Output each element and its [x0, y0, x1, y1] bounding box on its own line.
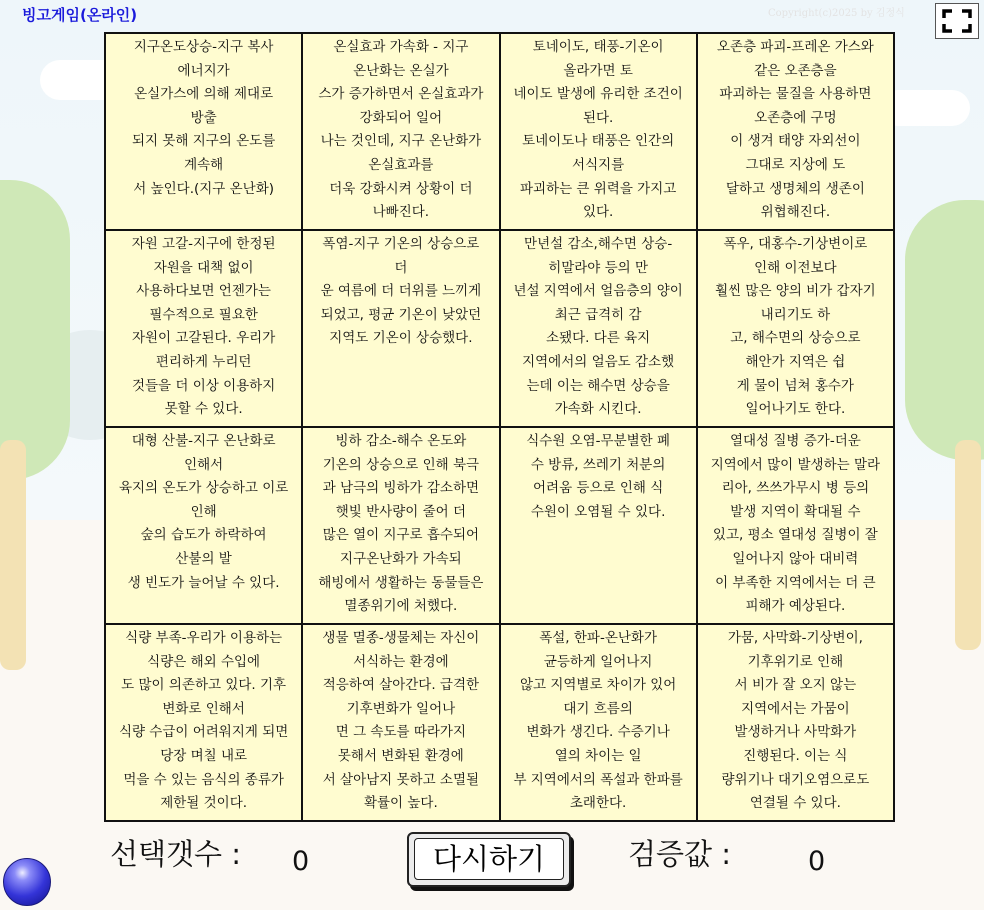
bingo-cell-text: 방출: [190, 109, 217, 126]
bingo-cell[interactable]: [501, 34, 696, 229]
bingo-cell-text: 기후위기로 인해: [747, 653, 844, 670]
bingo-cell-text: 폭우, 대홍수-기상변이로: [723, 236, 868, 252]
bingo-cell-text: 만년설 감소,해수면 상승-: [524, 236, 673, 252]
bingo-cell-text: 편리하게 누리던: [155, 353, 252, 370]
bingo-cell-text: 열의 차이는 일: [554, 747, 642, 764]
bingo-cell-text: 적응하여 살아간다. 급격한: [322, 677, 480, 694]
bingo-cell-text: 최근 급격히 감: [554, 306, 642, 323]
bingo-cell-text: 폭설, 한파-온난화가: [539, 630, 658, 646]
bingo-cell-text: 면 그 속도를 따라가지: [335, 724, 466, 741]
bingo-cell-text: 는데 이는 해수면 상승을: [526, 377, 670, 394]
bingo-cell-text: 진행된다. 이는 식: [743, 747, 848, 764]
bingo-cell-text: 일어나지 않아 대비력: [732, 550, 859, 567]
bingo-cell[interactable]: [106, 231, 301, 426]
bingo-cell-text: 열대성 질병 증가-더운: [729, 433, 861, 449]
bingo-cell-text: 못해서 변화된 환경에: [337, 747, 464, 764]
bingo-cell-text: 오존층 파괴-프레온 가스와: [716, 39, 874, 55]
bingo-cell-text: 나는 것인데, 지구 온난화가: [320, 133, 482, 150]
bingo-cell-text: 빙하 감소-해수 온도와: [335, 433, 467, 449]
bingo-cell[interactable]: [501, 428, 696, 623]
bingo-cell-text: 않고 지역별로 차이가 있어: [519, 677, 677, 694]
bingo-cell-text: 식량 수급이 어려워지게 되면: [118, 724, 289, 741]
tree-left: [0, 180, 70, 480]
verify-value: 0: [808, 846, 826, 877]
bingo-cell[interactable]: [698, 34, 893, 229]
bingo-cell-text: 폭염-지구 기온의 상승으로: [322, 236, 480, 252]
bingo-cell[interactable]: [303, 231, 498, 426]
bingo-cell-text: 서 비가 잘 오지 않는: [734, 677, 857, 694]
bingo-cell-text: 나빠진다.: [372, 204, 430, 221]
bingo-cell-text: 연결될 수 있다.: [749, 795, 841, 812]
bingo-cell-text: 도 많이 의존하고 있다. 기후: [121, 677, 287, 694]
bingo-cell[interactable]: [698, 231, 893, 426]
bingo-cell-text: 게 물이 넘쳐 홍수가: [736, 377, 854, 394]
bingo-cell-text: 많은 열이 지구로 흡수되어: [322, 527, 480, 544]
bingo-cell[interactable]: [106, 428, 301, 623]
bingo-cell-text: 온실효과를: [368, 156, 434, 173]
bingo-cell-text: 되지 못해 지구의 온도를: [131, 133, 276, 150]
bingo-cell-text: 되었고, 평균 기온이 낮았던: [320, 306, 482, 323]
bingo-cell-text: 지역도 기온이 상승했다.: [329, 330, 473, 347]
bingo-cell-text: 파괴하는 물질을 사용하면: [719, 86, 872, 103]
bingo-cell-text: 온실효과 가속화 - 지구: [333, 39, 469, 55]
bingo-cell-text: 된다.: [582, 109, 614, 126]
bingo-cell-text: 리아, 쓰쓰가무시 병 등의: [721, 480, 870, 497]
blue-orb-icon[interactable]: [3, 858, 51, 906]
bingo-cell-text: 온난화는 온실가: [353, 62, 449, 79]
bingo-board: [104, 32, 895, 822]
bingo-cell-text: 자원이 고갈된다. 우리가: [131, 330, 276, 347]
bingo-cell-text: 일어나기도 한다.: [745, 401, 846, 418]
bingo-cell-text: 기온의 상승으로 인해 북극: [322, 456, 480, 473]
bingo-cell-text: 같은 오존층을: [754, 62, 837, 79]
bingo-cell-text: 인해서: [184, 456, 224, 473]
bingo-cell-text: 오존층에 구멍: [754, 109, 837, 126]
selected-count-label: 선택갯수 :: [110, 837, 242, 871]
bingo-cell-text: 서식지를: [572, 156, 625, 173]
bingo-cell-text: 해빙에서 생활하는 동물들은: [318, 574, 484, 591]
bingo-cell-text: 인해 이전보다: [754, 259, 837, 276]
tree-trunk-left: [0, 440, 26, 670]
bingo-cell-text: 피해가 예상된다.: [745, 598, 846, 615]
bingo-cell-text: 못할 수 있다.: [164, 401, 243, 418]
bingo-cell-text: 가뭄, 사막화-기상변이,: [727, 630, 863, 646]
bingo-cell-text: 서 높인다.(지구 온난화): [133, 180, 275, 197]
page-title: 빙고게임(온라인): [22, 6, 138, 24]
bingo-cell[interactable]: [303, 625, 498, 820]
bingo-cell-text: 있다.: [582, 204, 614, 221]
bingo-cell-text: 내리기도 하: [760, 306, 831, 323]
bingo-cell-text: 지구온난화가 가속되: [340, 550, 462, 567]
bingo-cell[interactable]: [501, 625, 696, 820]
bingo-cell-text: 지역에서는 가뭄이: [741, 700, 850, 717]
bingo-cell-text: 파괴하는 큰 위력을 가지고: [519, 180, 677, 197]
restart-button[interactable]: [407, 832, 571, 887]
bingo-cell-text: 균등하게 일어나지: [543, 653, 653, 670]
bingo-cell-text: 필수적으로 필요한: [149, 306, 258, 323]
bingo-cell-text: 기후변화가 일어나: [346, 700, 456, 717]
bingo-cell-text: 햇빛 반사량이 줄어 더: [335, 503, 466, 520]
bingo-cell-text: 수 방류, 쓰레기 처분의: [530, 456, 666, 473]
bingo-cell-text: 더욱 강화시켜 상황이 더: [329, 180, 473, 197]
bingo-cell-text: 운 여름에 더 더위를 느끼게: [320, 283, 482, 300]
bingo-cell-text: 것들을 더 이상 이용하지: [131, 377, 276, 394]
bingo-cell-text: 발생하거나 사막화가: [734, 724, 857, 741]
bingo-cell-text: 어려움 등으로 인해 식: [533, 480, 664, 497]
bingo-cell[interactable]: [303, 34, 498, 229]
bingo-cell-text: 지구온도상승-지구 복사: [133, 39, 274, 55]
bingo-cell-text: 수원이 오염될 수 있다.: [530, 503, 666, 520]
bingo-cell-text: 생 빈도가 늘어날 수 있다.: [127, 574, 280, 591]
bingo-cell-text: 토네이도, 태풍-기온이: [532, 39, 664, 55]
bingo-cell-text: 위협해진다.: [760, 204, 831, 221]
bingo-cell-text: 변화로 인해서: [162, 700, 245, 717]
bingo-cell-text: 멸종위기에 처했다.: [344, 598, 458, 615]
bingo-cell-text: 생물 멸종-생물체는 자신이: [322, 630, 480, 646]
bingo-cell-text: 식량 부족-우리가 이용하는: [125, 630, 283, 646]
bingo-cell-text: 변화가 생긴다. 수증기나: [526, 724, 670, 741]
bingo-cell-text: 계속해: [184, 156, 224, 173]
bingo-cell-text: 년설 지역에서 얼음층의 양이: [513, 283, 683, 300]
bingo-cell-text: 에너지가: [177, 62, 230, 79]
bingo-cell-text: 육지의 온도가 상승하고 이로: [118, 480, 289, 497]
bingo-cell-text: 자원 고갈-지구에 한정된: [131, 236, 276, 252]
bingo-cell-text: 확률이 높다.: [363, 795, 438, 812]
bingo-cell-text: 산불의 발: [175, 550, 232, 567]
bingo-cell-text: 히말라야 등의 만: [548, 259, 649, 276]
bingo-cell-text: 강화되어 일어: [359, 109, 443, 126]
bingo-cell-text: 과 남극의 빙하가 감소하면: [322, 480, 480, 497]
bingo-cell-text: 스가 증가하면서 온실효과가: [318, 86, 484, 103]
bingo-cell[interactable]: [698, 625, 893, 820]
bingo-cell-text: 있고, 평소 열대성 질병이 잘: [712, 527, 878, 544]
bingo-cell-text: 네이도 발생에 유리한 조건이: [513, 86, 683, 103]
bingo-cell-text: 초래한다.: [569, 795, 627, 812]
verify-label: 검증값 :: [628, 837, 732, 871]
bingo-cell[interactable]: [303, 428, 498, 623]
bingo-cell-text: 토네이도나 태풍은 인간의: [522, 133, 675, 150]
bingo-cell-text: 해안가 지역은 쉽: [745, 353, 846, 370]
bingo-cell-text: 발생 지역이 확대될 수: [730, 503, 861, 520]
bingo-cell-text: 부 지역에서의 폭설과 한파를: [513, 771, 683, 788]
bingo-cell-text: 가속화 시킨다.: [554, 401, 642, 418]
bingo-cell[interactable]: [501, 231, 696, 426]
tree-trunk-right: [955, 440, 981, 650]
bingo-cell-text: 그대로 지상에 도: [745, 156, 846, 173]
bingo-cell[interactable]: [106, 625, 301, 820]
bingo-cell-text: 인해: [190, 503, 217, 520]
bingo-cell-text: 더: [394, 259, 408, 276]
bingo-cell-text: 식수원 오염-무분별한 폐: [526, 433, 671, 449]
bingo-cell-text: 서식하는 환경에: [353, 653, 449, 670]
bingo-cell[interactable]: [106, 34, 301, 229]
bingo-cell[interactable]: [698, 428, 893, 623]
copyright-text: Copyright(c)2025 by 김정식: [768, 8, 905, 19]
bingo-cell-text: 사용하다보면 언젠가는: [136, 283, 271, 300]
bingo-cell-text: 대기 흐름의: [563, 700, 633, 717]
bingo-cell-text: 이 생겨 태양 자외선이: [730, 133, 861, 150]
bingo-cell-text: 소됐다. 다른 육지: [546, 330, 651, 347]
restart-button-label: 다시하기: [414, 838, 564, 880]
selected-count-value: 0: [292, 846, 310, 877]
bingo-cell-text: 이 부족한 지역에서는 더 큰: [715, 574, 876, 591]
bingo-cell-text: 량위기나 대기오염으로도: [721, 771, 870, 788]
bingo-cell-text: 지역에서 많이 발생하는 말라: [710, 456, 881, 473]
bingo-cell-text: 온실가스에 의해 제대로: [134, 86, 274, 103]
bingo-cell-text: 자원을 대책 없이: [153, 259, 254, 276]
fullscreen-button[interactable]: [935, 3, 979, 39]
bingo-cell-text: 서 살아남지 못하고 소멸될: [322, 771, 480, 788]
bingo-cell-text: 달하고 생명체의 생존이: [725, 180, 865, 197]
bingo-cell-text: 숲의 습도가 하락하여: [140, 527, 267, 544]
fullscreen-icon: [942, 9, 972, 33]
bingo-cell-text: 당장 며칠 내로: [160, 747, 248, 764]
bingo-cell-text: 식량은 해외 수입에: [147, 653, 261, 670]
tree-right: [905, 200, 984, 460]
bingo-cell-text: 지역에서의 얼음도 감소했: [522, 353, 675, 370]
bingo-cell-text: 훨씬 많은 양의 비가 갑자기: [715, 283, 876, 300]
bingo-cell-text: 고, 해수면의 상승으로: [730, 330, 861, 347]
bingo-cell-text: 먹을 수 있는 음식의 종류가: [123, 771, 284, 788]
bingo-cell-text: 올라가면 토: [563, 62, 633, 79]
bingo-cell-text: 제한될 것이다.: [160, 795, 248, 812]
bingo-cell-text: 대형 산불-지구 온난화로: [131, 433, 276, 449]
